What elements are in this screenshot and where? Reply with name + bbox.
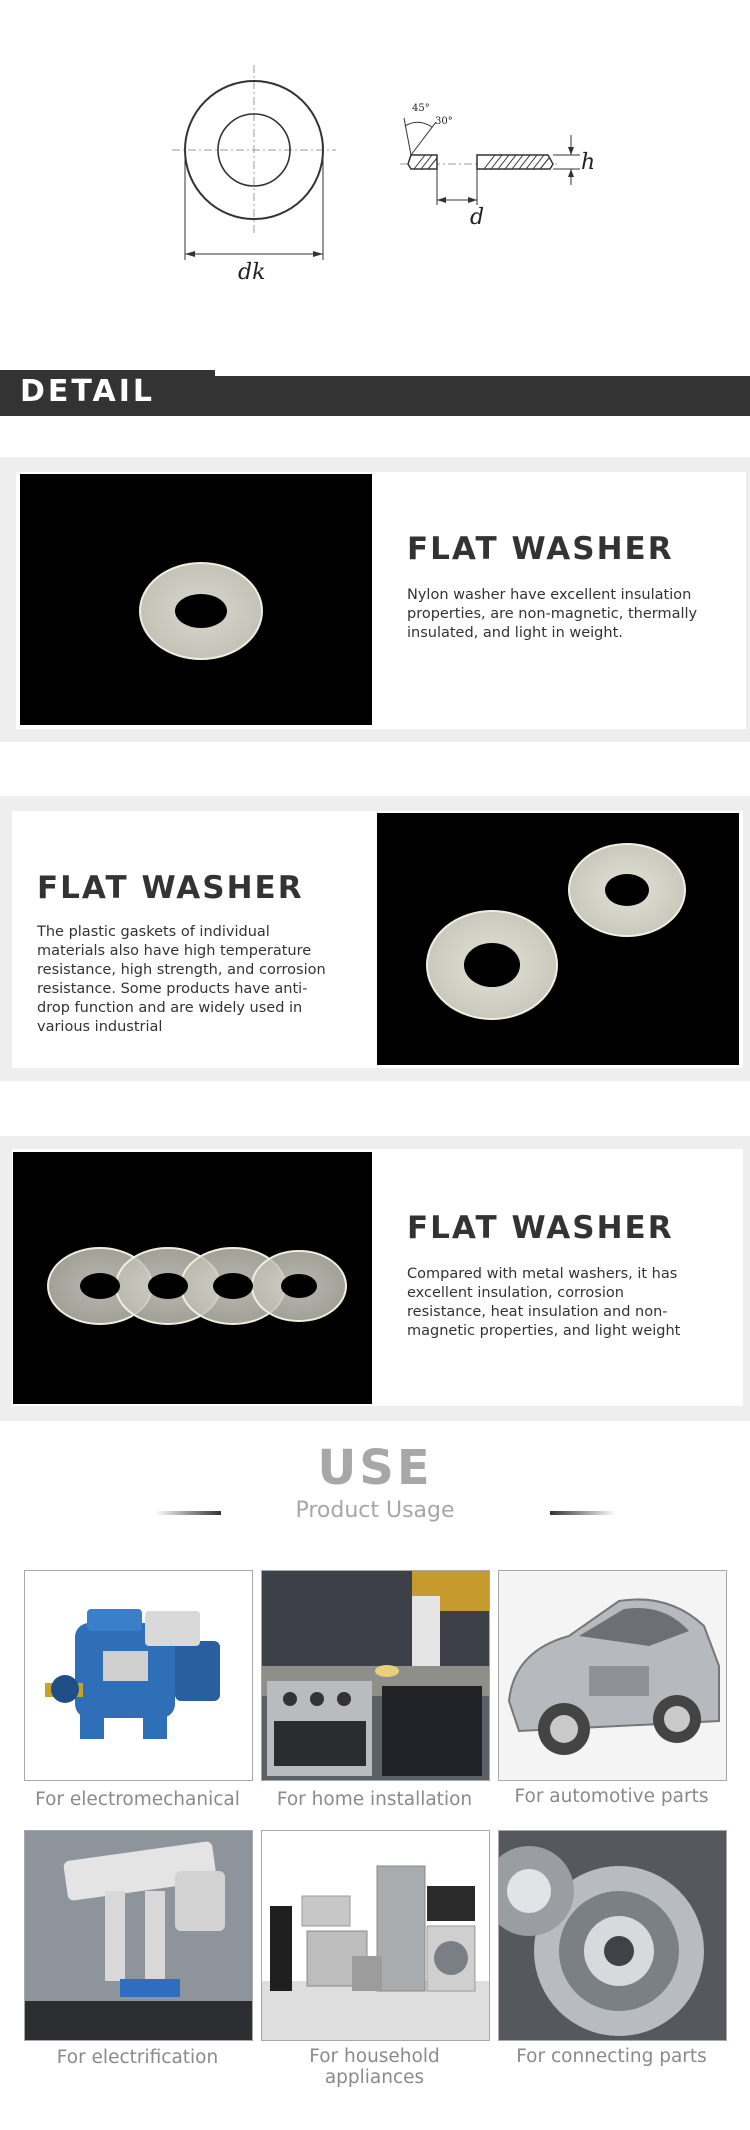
h-dimension-label: h bbox=[581, 150, 596, 175]
use-heading: USE bbox=[317, 1440, 433, 1496]
usage-caption: For electrification bbox=[56, 2047, 219, 2068]
washer-photo-single bbox=[20, 474, 372, 725]
car-cutaway-icon bbox=[499, 1571, 726, 1780]
washer-image bbox=[377, 813, 739, 1065]
usage-tile-household-appliances[interactable] bbox=[261, 1830, 490, 2041]
usage-caption: For home installation bbox=[276, 1789, 473, 1810]
usage-tile-electrification[interactable] bbox=[24, 1830, 253, 2041]
usage-caption: For automotive parts bbox=[514, 1786, 709, 1807]
divider-left bbox=[155, 1511, 221, 1515]
washer-image bbox=[20, 474, 372, 725]
detail-card-2 bbox=[0, 796, 750, 1081]
washer-image bbox=[13, 1152, 372, 1404]
banner-notch bbox=[215, 366, 750, 376]
usage-tile-automotive-parts[interactable] bbox=[498, 1570, 727, 1781]
robot-arm-icon bbox=[25, 1831, 252, 2040]
home-appliances-icon bbox=[262, 1831, 489, 2040]
card-description: Nylon washer have excellent insulation properties, are non-magnetic, thermally insulated, and light in weight. bbox=[407, 587, 698, 641]
card-title: FLAT WASHER bbox=[407, 531, 674, 567]
technical-drawing bbox=[0, 0, 750, 360]
washer-photo-row bbox=[13, 1152, 372, 1404]
usage-tile-home-installation[interactable] bbox=[261, 1570, 490, 1781]
washer-photo-pair bbox=[377, 813, 739, 1065]
card-description: The plastic gaskets of individual materials also have high temperature resistance, high strength, and corrosion resistance. Some products have anti-drop function and are widely used in various industrial bbox=[37, 924, 326, 1035]
card-description: Compared with metal washers, it has excellent insulation, corrosion resistance, heat insulation and non-magnetic properties, and light weight bbox=[407, 1266, 681, 1339]
usage-caption: For household appliances bbox=[309, 2046, 440, 2088]
mechanical-gears-icon bbox=[499, 1831, 726, 2040]
usage-tile-connecting-parts[interactable] bbox=[498, 1830, 727, 2041]
detail-card-1 bbox=[0, 457, 750, 742]
angle-45-label: 45° bbox=[412, 103, 430, 114]
electric-motor-icon bbox=[25, 1571, 252, 1780]
card-title: FLAT WASHER bbox=[407, 1210, 674, 1246]
use-subheading: Product Usage bbox=[295, 1498, 455, 1523]
divider-right bbox=[550, 1511, 616, 1515]
card-title: FLAT WASHER bbox=[37, 870, 304, 906]
usage-tile-electromechanical[interactable] bbox=[24, 1570, 253, 1781]
kitchen-stove-icon bbox=[262, 1571, 489, 1780]
washer-dimension-diagram bbox=[0, 0, 750, 360]
angle-30-label: 30° bbox=[435, 116, 453, 127]
d-dimension-label: d bbox=[470, 205, 485, 230]
detail-card-3 bbox=[0, 1136, 750, 1421]
usage-caption: For electromechanical bbox=[35, 1789, 240, 1810]
detail-title: DETAIL bbox=[20, 374, 156, 409]
usage-caption: For connecting parts bbox=[516, 2046, 707, 2067]
dk-dimension-label: dk bbox=[238, 260, 266, 285]
